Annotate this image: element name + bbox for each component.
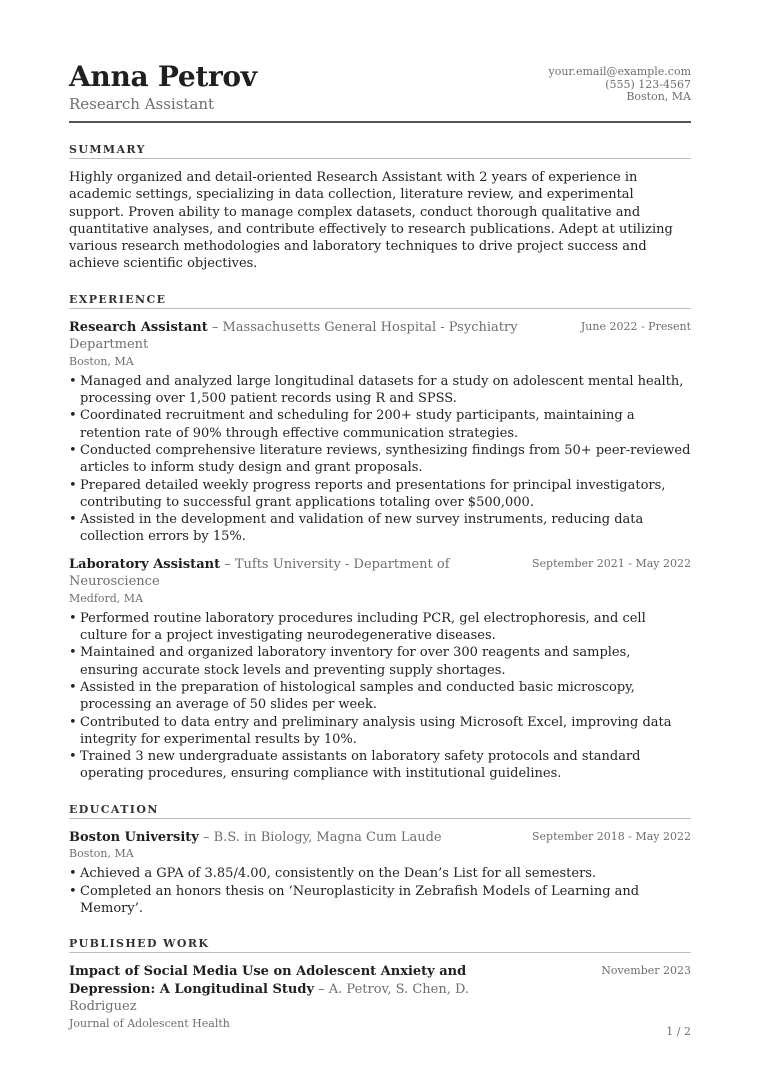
candidate-role: Research Assistant (69, 95, 215, 113)
bullet-icon: • (69, 512, 77, 528)
bullet-icon: • (69, 645, 77, 661)
contact-email[interactable]: your.email@example.com (548, 65, 691, 78)
bullet-text: Assisted in the development and validation of new survey instruments, reducing data collection errors by 15%. (80, 512, 644, 545)
education-entry (69, 829, 691, 917)
section-title-summary: SUMMARY (69, 143, 691, 159)
bullet-icon: • (69, 408, 77, 424)
summary-section (69, 143, 691, 273)
publication-journal: Journal of Adolescent Health (69, 1016, 230, 1030)
job-bullets (69, 610, 691, 783)
candidate-name: Anna Petrov (69, 60, 257, 93)
bullet-text: Maintained and organized laboratory inventory for over 300 reagents and samples, ensuring accurate stock levels and preventing supply shortages. (80, 645, 631, 678)
bullet-icon: • (69, 373, 77, 389)
bullet-icon: • (69, 477, 77, 493)
entry-header (69, 319, 691, 354)
page-number: 1 / 2 (666, 1025, 691, 1038)
contact-location: Boston, MA (626, 90, 691, 103)
job-position: Research Assistant (69, 319, 208, 335)
section-title-education: EDUCATION (69, 803, 691, 819)
job-location: Medford, MA (69, 591, 144, 605)
job-location: Boston, MA (69, 354, 134, 368)
bullet-text: Performed routine laboratory procedures including PCR, gel electrophoresis, and cell culture for a project investigating neurodegenerative diseases. (80, 610, 646, 644)
experience-entry (69, 319, 691, 546)
publications-section (69, 937, 691, 1031)
bullet-icon: • (69, 749, 77, 765)
entry-title (69, 319, 539, 354)
entry-header (69, 963, 691, 1016)
degree: – B.S. in Biology, Magna Cum Laude (203, 829, 442, 845)
bullet-icon: • (69, 679, 77, 695)
bullet-text: Coordinated recruitment and scheduling for 200+ study participants, maintaining a retention rate of 90% through effective communication strategies. (80, 408, 635, 441)
list-item (69, 865, 691, 882)
contact-phone: (555) 123-4567 (605, 77, 691, 91)
bullet-text: Conducted comprehensive literature reviews, synthesizing findings from 50+ peer-reviewed articles to inform study design and grant proposals. (80, 442, 691, 476)
bullet-icon: • (69, 714, 77, 730)
experience-section (69, 293, 691, 783)
education-section (69, 803, 691, 917)
publication-entry (69, 963, 691, 1031)
publication-title: Impact of Social Media Use on Adolescent Anxiety and Depression: A Longitudinal Study (69, 964, 467, 997)
resume-header (69, 60, 691, 120)
list-item (69, 883, 691, 918)
bullet-icon: • (69, 442, 77, 458)
bullet-text: Completed an honors thesis on ‘Neuroplasticity in Zebrafish Models of Learning and Memory’. (80, 883, 640, 916)
job-bullets (69, 373, 691, 546)
list-item (69, 477, 691, 512)
school-name: Boston University (69, 829, 199, 845)
bullet-icon: • (69, 610, 77, 626)
section-title-publications: PUBLISHED WORK (69, 937, 691, 953)
list-item (69, 679, 691, 714)
bullet-text: Trained 3 new undergraduate assistants on laboratory safety protocols and standard operating procedures, ensuring compliance with institutional guidelines. (80, 749, 641, 782)
header-divider (69, 121, 691, 123)
education-location: Boston, MA (69, 847, 134, 861)
summary-text: Highly organized and detail-oriented Research Assistant with 2 years of experience in academic settings, specializing in data collection, literature review, and experimental support. Proven ability to manage complex datasets, conduct thorough qualitative and quantitative analyses, and contribute effectively to research publications. Adept at utilizing various research methodologies and laboratory techniques to drive project success and achieve scientific objectives. (69, 170, 673, 272)
bullet-text: Assisted in the preparation of histological samples and conducted basic microscopy, processing an average of 50 slides per week. (80, 679, 635, 713)
bullet-icon: • (69, 883, 77, 899)
list-item (69, 407, 691, 442)
entry-title (69, 963, 539, 1016)
experience-entry (69, 556, 691, 783)
job-organization: – Tufts University - Department of Neuroscience (69, 556, 450, 590)
list-item (69, 511, 691, 546)
list-item (69, 748, 691, 783)
list-item (69, 373, 691, 408)
section-title-experience: EXPERIENCE (69, 293, 691, 309)
job-organization: – Massachusetts General Hospital - Psychiatry Department (69, 319, 518, 353)
contact-info (549, 66, 691, 104)
entry-header (69, 829, 691, 847)
entry-title (69, 556, 539, 591)
bullet-text: Contributed to data entry and preliminary analysis using Microsoft Excel, improving data integrity for experimental results by 10%. (80, 714, 672, 747)
list-item (69, 610, 691, 645)
list-item (69, 442, 691, 477)
entry-header (69, 556, 691, 591)
job-date: September 2021 - May 2022 (532, 556, 691, 570)
bullet-icon: • (69, 866, 77, 882)
bullet-text: Achieved a GPA of 3.85/4.00, consistently on the Dean’s List for all semesters. (80, 866, 597, 882)
list-item (69, 644, 691, 679)
bullet-text: Managed and analyzed large longitudinal datasets for a study on adolescent mental health, processing over 1,500 patient records using R and SPSS. (80, 373, 684, 407)
job-date: June 2022 - Present (580, 319, 691, 333)
list-item (69, 714, 691, 749)
publication-date: November 2023 (601, 964, 691, 978)
education-date: September 2018 - May 2022 (532, 829, 691, 843)
education-bullets (69, 865, 691, 917)
entry-title (69, 829, 539, 847)
publication-authors: – A. Petrov, S. Chen, D. Rodriguez (69, 981, 470, 1015)
bullet-text: Prepared detailed weekly progress reports and presentations for principal investigators, contributing to successful grant applications totaling over $500,000. (80, 477, 666, 510)
job-position: Laboratory Assistant (69, 556, 221, 572)
